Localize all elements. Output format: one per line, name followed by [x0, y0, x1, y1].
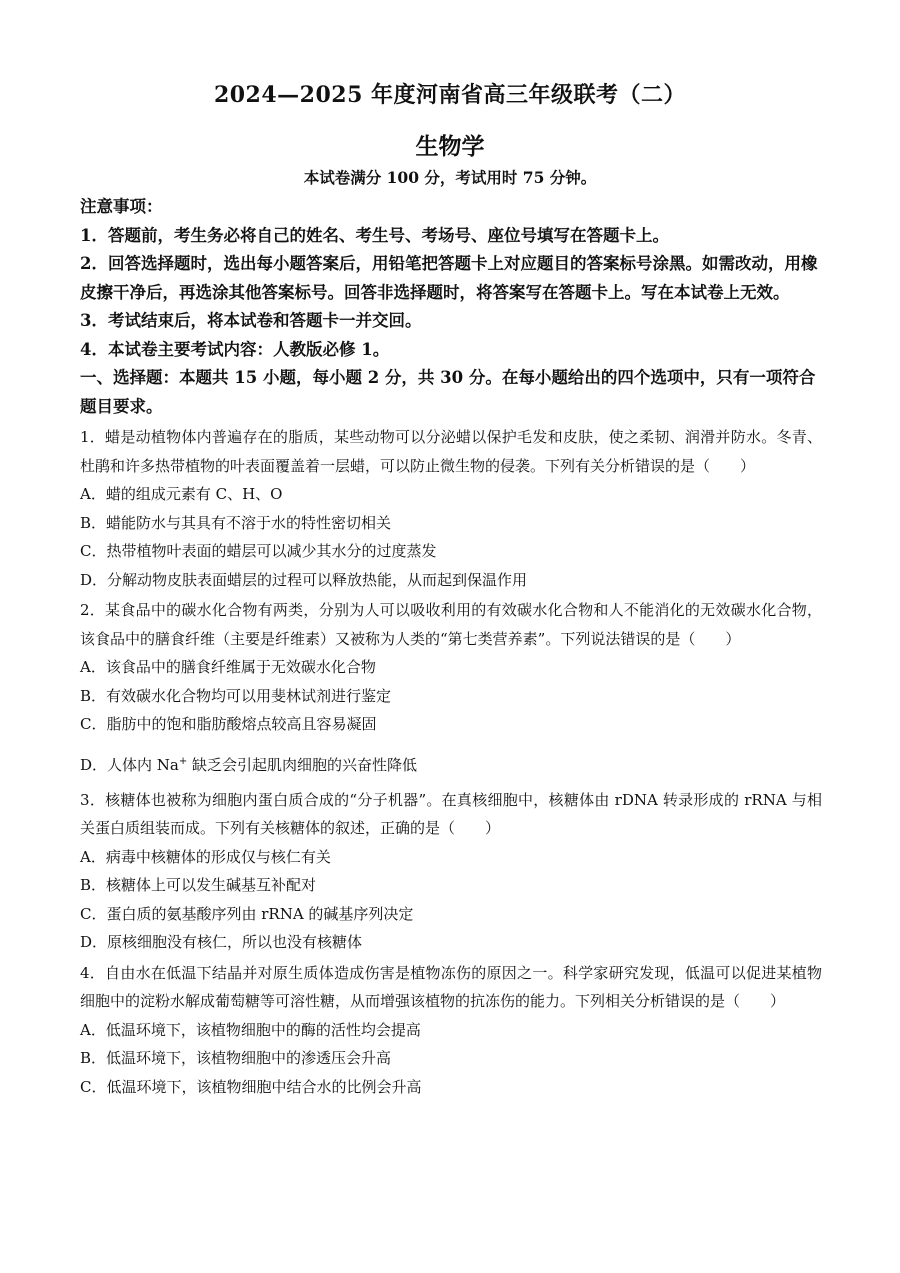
question-stem: 3．核糖体也被称为细胞内蛋白质合成的“分子机器”。在真核细胞中，核糖体由 rDNA 转录形成的 rRNA 与相关蛋白质组装而成。下列有关核糖体的叙述，正确的是（ ）	[80, 790, 822, 837]
option-a: A．低温环境下，该植物细胞中的酶的活性均会提高	[80, 1020, 421, 1039]
question-1	[80, 423, 822, 594]
option-b: B．蜡能防水与其具有不溶于水的特性密切相关	[80, 513, 392, 532]
option-c: C．低温环境下，该植物细胞中结合水的比例会升高	[80, 1077, 422, 1096]
exam-meta: 本试卷满分 100 分，考试用时 75 分钟。	[303, 168, 597, 187]
question-stem: 2．某食品中的碳水化合物有两类，分别为人可以吸收利用的有效碳水化合物和人不能消化的无效碳水化合物，该食品中的膳食纤维（主要是纤维素）又被称为人类的“第七类营养素”。下列说法错误的是（ ）	[80, 601, 822, 648]
notice-item: 1．答题前，考生务必将自己的姓名、考生号、考场号、座位号填写在答题卡上。	[80, 225, 669, 245]
notice-block	[80, 193, 822, 364]
notice-item: 3．考试结束后，将本试卷和答题卡一并交回。	[80, 311, 422, 330]
option-a: A．病毒中核糖体的形成仅与核仁有关	[80, 847, 331, 866]
question-2	[80, 596, 822, 784]
question-4	[80, 959, 822, 1102]
charge-superscript: +	[178, 755, 188, 767]
section-heading: 一、选择题：本题共 15 小题，每小题 2 分，共 30 分。在每小题给出的四个选项中，只有一项符合题目要求。	[80, 368, 816, 416]
notice-item: 2．回答选择题时，选出每小题答案后，用铅笔把答题卡上对应题目的答案标号涂黑。如需改动，用橡皮擦干净后，再选涂其他答案标号。回答非选择题时，将答案写在答题卡上。写在本试卷上无效。	[80, 254, 818, 302]
question-stem: 4．自由水在低温下结晶并对原生质体造成伤害是植物冻伤的原因之一。科学家研究发现，低温可以促进某植物细胞中的淀粉水解成葡萄糖等可溶性糖，从而增强该植物的抗冻伤的能力。下列相关分析错误的是（ ）	[80, 963, 822, 1010]
option-d-prefix: D．人体内 Na	[80, 755, 179, 774]
option-a: A．蜡的组成元素有 C、H、O	[80, 485, 283, 503]
section-heading-block	[80, 364, 822, 421]
exam-content	[80, 193, 822, 1101]
option-d: D．原核细胞没有核仁，所以也没有核糖体	[80, 933, 363, 951]
option-d-suffix: 缺乏会引起肌肉细胞的兴奋性降低	[187, 755, 418, 774]
notice-item: 4．本试卷主要考试内容：人教版必修 1。	[80, 339, 390, 359]
option-b: B．有效碳水化合物均可以用斐林试剂进行鉴定	[80, 686, 392, 705]
question-3	[80, 786, 822, 957]
option-b: B．核糖体上可以发生碱基互补配对	[80, 876, 317, 894]
exam-title: 2024—2025 年度河南省高三年级联考（二）	[213, 82, 687, 108]
option-a: A．该食品中的膳食纤维属于无效碳水化合物	[80, 658, 376, 676]
option-d: D．分解动物皮肤表面蜡层的过程可以释放热能，从而起到保温作用	[80, 570, 528, 589]
notice-heading: 注意事项：	[80, 197, 163, 216]
question-stem: 1．蜡是动植物体内普遍存在的脂质，某些动物可以分泌蜡以保护毛发和皮肤，使之柔韧、润滑并防水。冬青、杜鹃和许多热带植物的叶表面覆盖着一层蜡，可以防止微生物的侵袭。下列有关分析错误的是（ ）	[80, 428, 822, 475]
option-c: C．热带植物叶表面的蜡层可以减少其水分的过度蒸发	[80, 542, 437, 560]
option-c: C．脂肪中的饱和脂肪酸熔点较高且容易凝固	[80, 715, 377, 733]
option-b: B．低温环境下，该植物细胞中的渗透压会升高	[80, 1049, 392, 1067]
option-c: C．蛋白质的氨基酸序列由 rRNA 的碱基序列决定	[80, 904, 414, 923]
option-d	[80, 739, 822, 784]
subject-title: 生物学	[415, 133, 485, 160]
